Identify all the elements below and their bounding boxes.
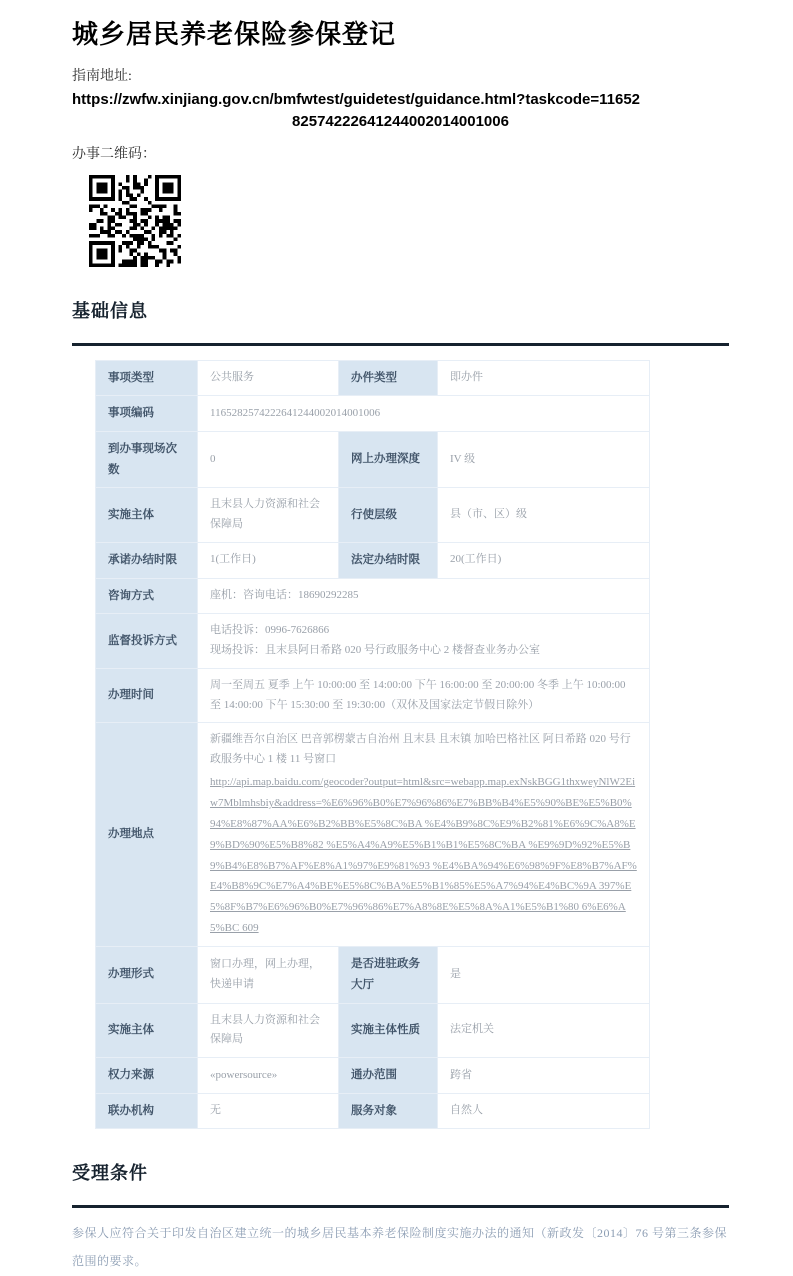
basic-info-table	[95, 360, 650, 1130]
field-value: 是	[438, 947, 650, 1003]
field-label: 网上办理深度	[339, 431, 438, 487]
field-label: 办件类型	[339, 360, 438, 396]
acceptance-conditions-text: 参保人应符合关于印发自治区建立统一的城乡居民基本养老保险制度实施办法的通知（新政发〔2014〕76 号第三条参保范围的要求。	[72, 1226, 728, 1269]
table-row	[96, 1003, 650, 1058]
guide-url	[72, 89, 729, 133]
guide-address-label: 指南地址:	[72, 69, 132, 84]
field-value: 周一至周五 夏季 上午 10:00:00 至 14:00:00 下午 16:00:00 至 20:00:00 冬季 上午 10:00:00 至 14:00:00 下午 15:30:00 至 19:30:00（双休及国家法定节假日除外）	[198, 668, 650, 723]
field-label: 是否进驻政务大厅	[339, 947, 438, 1003]
field-value: 法定机关	[438, 1003, 650, 1058]
table-row	[96, 488, 650, 543]
field-label: 办理形式	[96, 947, 198, 1003]
field-value: 且末县人力资源和社会保障局	[198, 488, 339, 543]
field-label: 监督投诉方式	[96, 614, 198, 669]
field-label: 办理地点	[96, 723, 198, 947]
field-value: 自然人	[438, 1093, 650, 1129]
table-row	[96, 1058, 650, 1094]
complaint-phone-line: 电话投诉：0996-7626866	[210, 624, 330, 637]
field-value: «powersource»	[198, 1058, 339, 1094]
section-divider	[72, 1205, 729, 1208]
field-value	[198, 614, 650, 669]
field-label: 法定办结时限	[339, 542, 438, 578]
page-title: 城乡居民养老保险参保登记	[72, 19, 397, 49]
table-row	[96, 947, 650, 1003]
field-value: 1(工作日)	[198, 542, 339, 578]
table-row	[96, 668, 650, 723]
field-value: 即办件	[438, 360, 650, 396]
table-row	[96, 360, 650, 396]
table-row	[96, 723, 650, 947]
field-value: 20(工作日)	[438, 542, 650, 578]
table-row	[96, 542, 650, 578]
qr-code-image	[89, 175, 181, 267]
field-label: 实施主体性质	[339, 1003, 438, 1058]
field-label: 权力来源	[96, 1058, 198, 1094]
field-label: 事项类型	[96, 360, 198, 396]
field-value: 1165282574222641244002014001006	[198, 396, 650, 432]
qr-code-label: 办事二维码：	[72, 146, 156, 162]
table-row	[96, 1093, 650, 1129]
field-value: 县（市、区）级	[438, 488, 650, 543]
field-value: IV 级	[438, 431, 650, 487]
field-value: 无	[198, 1093, 339, 1129]
field-value	[198, 723, 650, 947]
table-row	[96, 431, 650, 487]
field-label: 联办机构	[96, 1093, 198, 1129]
guide-url-line1: https://zwfw.xinjiang.gov.cn/bmfwtest/guidetest/guidance.html?taskcode=11652	[72, 91, 641, 108]
field-value: 公共服务	[198, 360, 339, 396]
field-label: 行使层级	[339, 488, 438, 543]
complaint-site-line: 现场投诉：且末县阿日希路 020 号行政服务中心 2 楼督查业务办公室	[210, 644, 540, 657]
field-value: 0	[198, 431, 339, 487]
guide-url-line2: 82574222641244002014001006	[292, 112, 509, 130]
service-address: 新疆维吾尔自治区 巴音郭楞蒙古自治州 且末县 且末镇 加哈巴格社区 阿日希路 020 号行政服务中心 1 楼 11 号窗口	[210, 733, 631, 766]
field-label: 服务对象	[339, 1093, 438, 1129]
section-heading-basic-info: 基础信息	[72, 300, 148, 321]
field-label: 通办范围	[339, 1058, 438, 1094]
field-label: 承诺办结时限	[96, 542, 198, 578]
table-row	[96, 396, 650, 432]
field-value: 跨省	[438, 1058, 650, 1094]
map-link[interactable]: http://api.map.baidu.com/geocoder?output=html&src=webapp.map.exNskBGG1thxweyNlW2Eiw7Mblmhsbiy&address=%E6%96%B0%E7%96%86%E7%BB%B4%E5%90%BE%E5%B0%94%E8%87%AA%E6%B2%BB%E5%8C%BA %E4%B9%8C%E9%B2%81%E6%9C%A8%E9%BD%90%E5%B8%82 %E5%A4%A9%E5%B1%B1%E5%8C%BA %E9%9D%92%E5%B9%B4%E8%B7%AF%E8%A1%97%E9%81%93 %E4%BA%94%E6%98%9F%E8%B7%AF%E4%B8%9C%E7%A4%BE%E5%8C%BA%E5%B1%85%E5%A7%94%E4%BC%9A 397%E5%8F%B7%E6%96%B0%E7%96%86%E7%A8%8E%E5%8A%A1%E5%B1%80 6%E6%A5%BC 609	[210, 776, 637, 935]
table-row	[96, 614, 650, 669]
field-label: 到办事现场次数	[96, 431, 198, 487]
field-value: 且末县人力资源和社会保障局	[198, 1003, 339, 1058]
field-label: 实施主体	[96, 1003, 198, 1058]
field-label: 事项编码	[96, 396, 198, 432]
field-label: 实施主体	[96, 488, 198, 543]
qr-code	[89, 175, 181, 267]
field-label: 办理时间	[96, 668, 198, 723]
section-heading-acceptance: 受理条件	[72, 1163, 148, 1184]
field-value: 窗口办理，网上办理，快递申请	[198, 947, 339, 1003]
field-label: 咨询方式	[96, 578, 198, 614]
table-row	[96, 578, 650, 614]
field-value: 座机：咨询电话：18690292285	[198, 578, 650, 614]
section-divider	[72, 343, 729, 346]
